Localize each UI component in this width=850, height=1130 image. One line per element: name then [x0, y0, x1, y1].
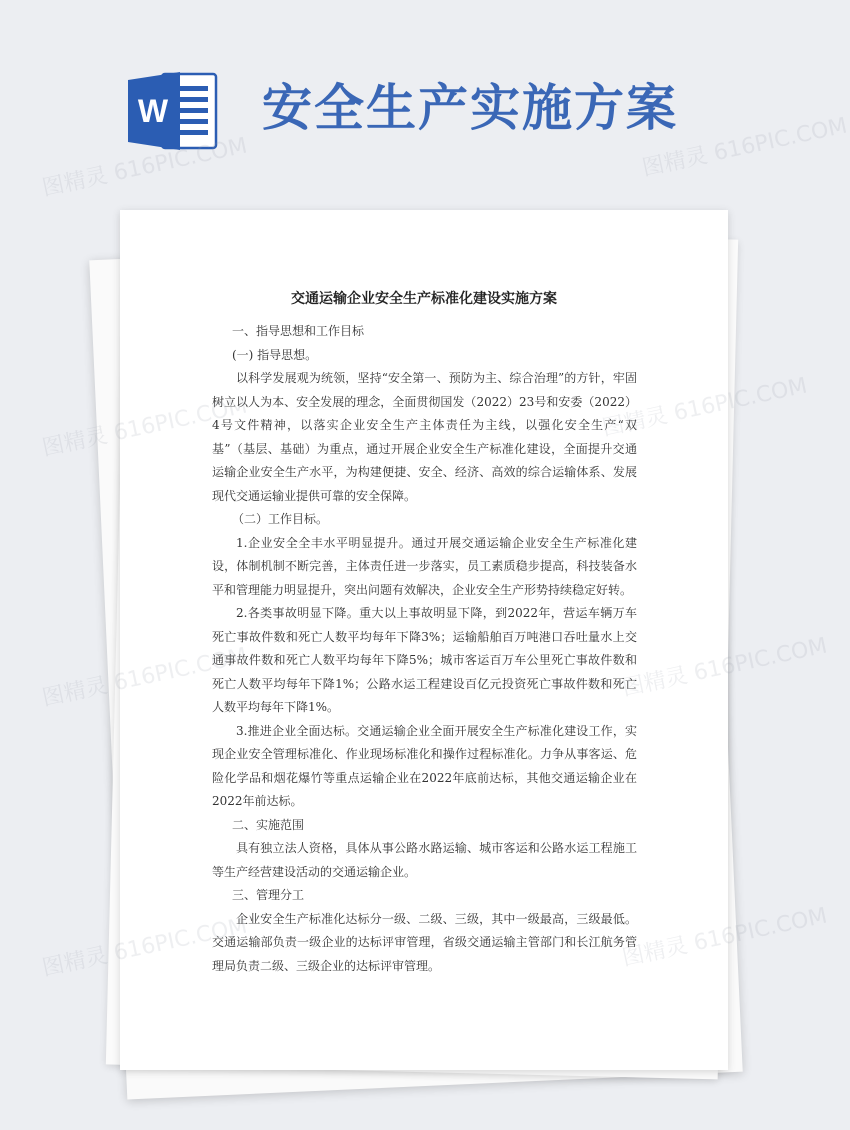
section-heading: 三、管理分工 [232, 888, 305, 902]
watermark: 616PIC.COM [671, 373, 810, 427]
word-logo-letter: W [137, 93, 169, 129]
subsection-heading: (一) 指导思想。 [232, 347, 318, 362]
body-paragraph: 2.各类事故明显下降。重大以上事故明显下降，到2022年，营运车辆万车死亡事故件数和死亡人数平均每年下降3%；运输船舶百万吨港口吞吐量水上交通事故件数和死亡人数平均每年下降5%；城市客运百万车公里死亡事故件数和死亡人数平均每年下降1%；公路水运工程建设百亿元投资死亡事故件数和死亡人数平均每年下降1%。 [212, 606, 637, 714]
watermark: 616PIC.COM [691, 903, 830, 957]
page-title: 安全生产实施方案 [262, 79, 678, 137]
word-document-icon [128, 70, 218, 152]
document-page [120, 210, 728, 1070]
section-heading: 一、指导思想和工作目标 [232, 324, 365, 338]
document-title: 交通运输企业安全生产标准化建设实施方案 [291, 291, 557, 307]
watermark: 图精灵 [40, 943, 110, 982]
body-paragraph: 3.推进企业全面达标。交通运输企业全面开展安全生产标准化建设工作，实现企业安全管理标准化、作业现场标准化和操作过程标准化。力争从事客运、危险化学品和烟花爆竹等重点运输企业在2022年底前达标，其他交通运输企业在2022年前达标。 [212, 723, 637, 808]
watermark: 图精灵 [40, 423, 110, 462]
banner-header [0, 0, 800, 200]
watermark: 616PIC.COM [691, 633, 830, 687]
subsection-heading: （二）工作目标。 [232, 512, 329, 526]
body-paragraph: 1.企业安全全丰水平明显提升。通过开展交通运输企业安全生产标准化建设，体制机制不断完善，主体责任进一步落实，员工素质稳步提高，科技装备水平和管理能力明显提升，突出问题有效解决，企业安全生产形势持续稳定好转。 [212, 535, 637, 597]
section-heading: 二、实施范围 [232, 817, 305, 832]
body-paragraph: 具有独立法人资格，具体从事公路水路运输、城市客运和公路水运工程施工等生产经营建设活动的交通运输企业。 [212, 841, 637, 879]
watermark: 图精灵 [40, 673, 110, 712]
body-paragraph: 企业安全生产标准化达标分一级、二级、三级，其中一级最高，三级最低。交通运输部负责一级企业的达标评审管理，省级交通运输主管部门和长江航务管理局负责二级、三级企业的达标评审管理。 [212, 911, 637, 973]
watermark: 图精灵 616PIC.COM [40, 133, 250, 202]
body-paragraph: 以科学发展观为统领，坚持“安全第一、预防为主、综合治理”的方针，牢固树立以人为本、安全发展的理念，全面贯彻国发（2022）23号和安委（2022）4号文件精神，以落实企业安全生产主体责任为主线，以强化安全生产“双基”（基层、基础）为重点，通过开展企业安全生产标准化建设，全面提升交通运输企业安全生产水平，为构建便捷、安全、经济、高效的综合运输体系、发展现代交通运输业提供可靠的安全保障。 [212, 371, 637, 503]
document-body [212, 320, 637, 978]
watermark: 图精灵 616PIC.COM [640, 113, 850, 182]
